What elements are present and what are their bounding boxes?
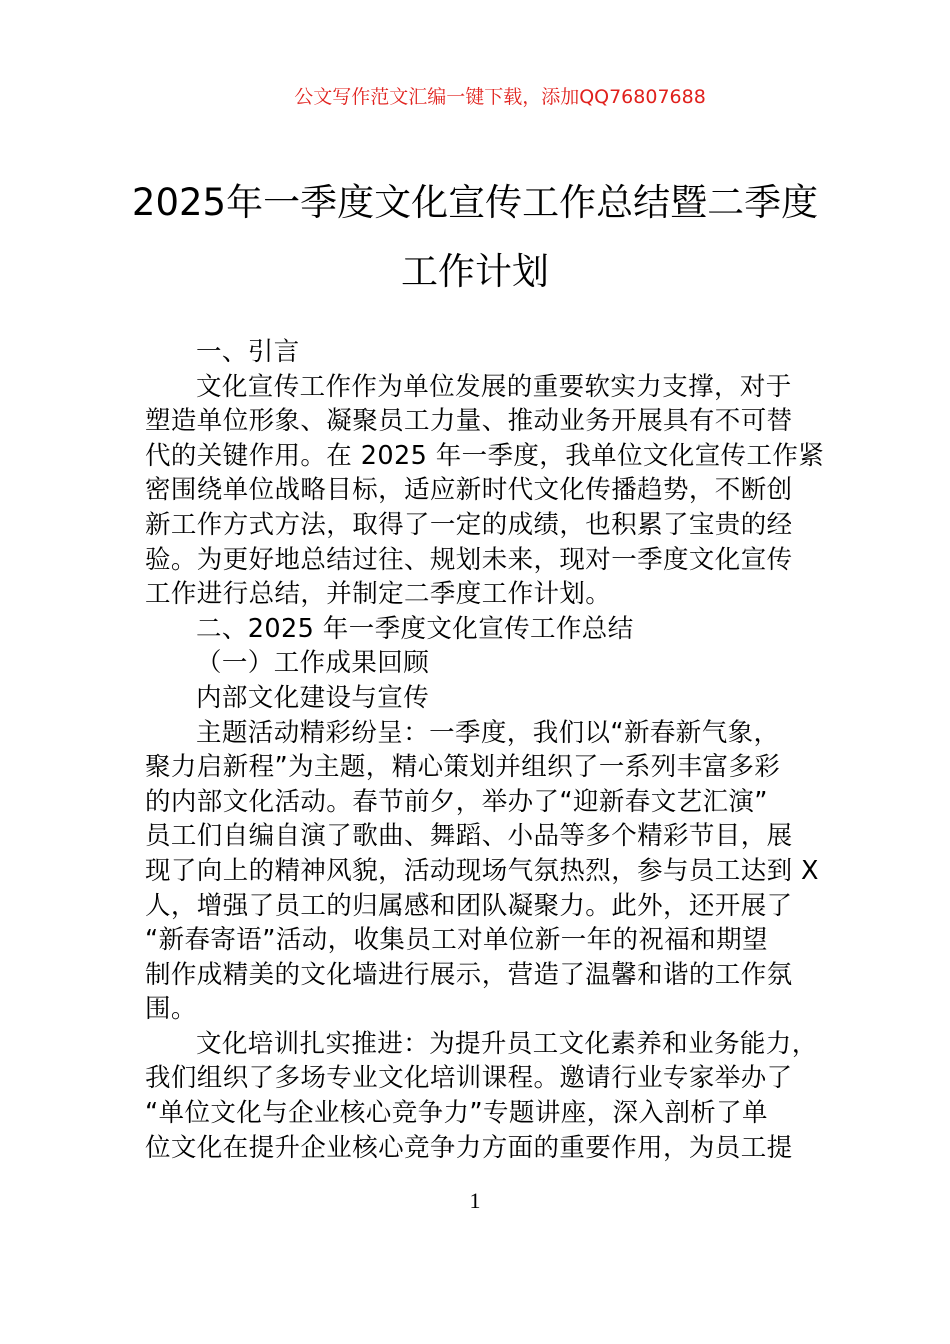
document-body xyxy=(145,335,825,1165)
heading-q1-summary: 二、2025 年一季度文化宣传工作总结 xyxy=(196,613,634,644)
body-line: 聚力启新程”为主题，精心策划并组织了一系列丰富多彩 xyxy=(145,752,781,783)
body-line: 新工作方式方法，取得了一定的成绩，也积累了宝贵的经 xyxy=(145,509,793,540)
subheading-internal-culture: 内部文化建设与宣传 xyxy=(196,682,430,713)
body-line: 的内部文化活动。春节前夕，举办了“迎新春文艺汇演” xyxy=(145,786,768,817)
subheading-achievements: （一）工作成果回顾 xyxy=(196,648,430,679)
body-line: 工作进行总结，并制定二季度工作计划。 xyxy=(145,579,612,610)
body-line: 代的关键作用。在 2025 年一季度，我单位文化宣传工作紧 xyxy=(145,440,825,471)
body-line: 人，增强了员工的归属感和团队凝聚力。此外，还开展了 xyxy=(145,890,793,921)
body-line: 文化宣传工作作为单位发展的重要软实力支撑，对于 xyxy=(196,371,792,402)
document-title-line-1: 2025年一季度文化宣传工作总结暨二季度 xyxy=(131,181,819,224)
body-line: 我们组织了多场专业文化培训课程。邀请行业专家举办了 xyxy=(145,1063,793,1094)
body-line: 主题活动精彩纷呈：一季度，我们以“新春新气象， xyxy=(196,717,780,748)
body-line: 塑造单位形象、凝聚员工力量、推动业务开展具有不可替 xyxy=(145,406,793,437)
body-line: 验。为更好地总结过往、规划未来，现对一季度文化宣传 xyxy=(145,544,793,575)
document-title-line-2: 工作计划 xyxy=(401,250,549,293)
body-line: “单位文化与企业核心竞争力”专题讲座，深入剖析了单 xyxy=(145,1098,768,1129)
body-line: “新春寄语”活动，收集员工对单位新一年的祝福和期望 xyxy=(145,925,768,956)
body-line: 围。 xyxy=(145,994,197,1025)
body-line: 员工们自编自演了歌曲、舞蹈、小品等多个精彩节目，展 xyxy=(145,821,793,852)
watermark-download-notice: 公文写作范文汇编一键下载，添加QQ76807688 xyxy=(294,86,706,108)
page-number: 1 xyxy=(469,1188,481,1213)
body-line: 制作成精美的文化墙进行展示，营造了温馨和谐的工作氛 xyxy=(145,959,793,990)
body-line: 现了向上的精神风貌，活动现场气氛热烈，参与员工达到 X xyxy=(145,855,819,886)
body-line: 位文化在提升企业核心竞争力方面的重要作用，为员工提 xyxy=(145,1132,793,1163)
body-line: 文化培训扎实推进：为提升员工文化素养和业务能力， xyxy=(196,1028,818,1059)
body-line: 密围绕单位战略目标，适应新时代文化传播趋势，不断创 xyxy=(145,475,793,506)
heading-introduction: 一、引言 xyxy=(196,337,300,367)
